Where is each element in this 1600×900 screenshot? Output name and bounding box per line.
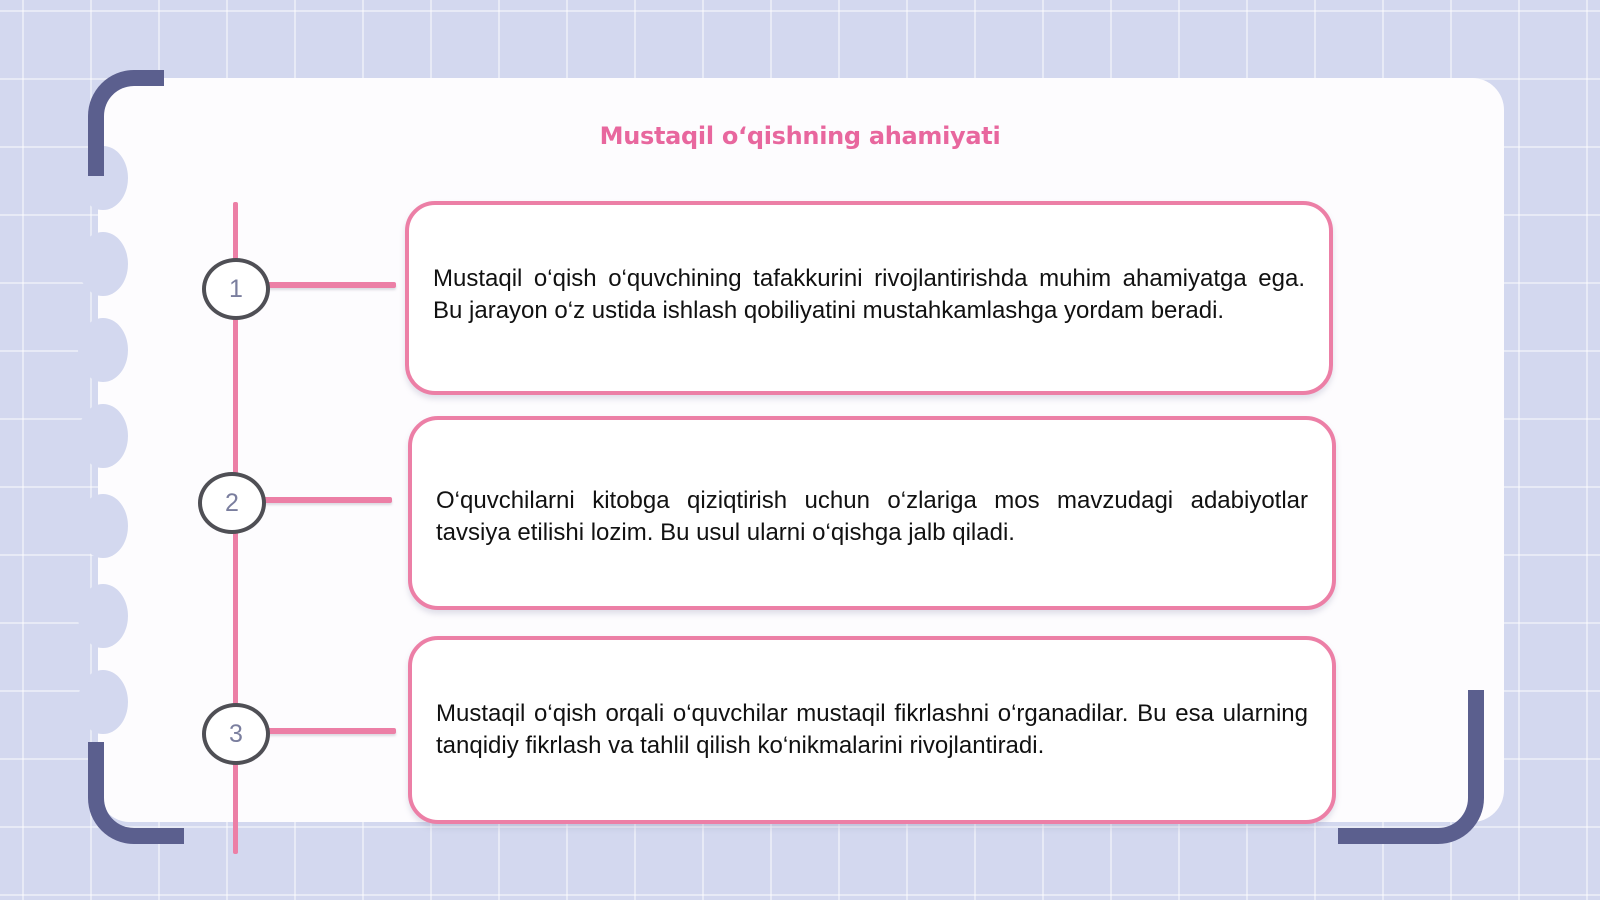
paper-notch: [78, 494, 128, 558]
step-number-badge: [198, 472, 266, 534]
paper-notch: [78, 232, 128, 296]
slide-title: Mustaqil o‘qishning ahamiyati: [599, 122, 1001, 150]
step-number-badge: [202, 703, 270, 765]
info-card-text: Mustaqil o‘qish o‘quvchining tafakkurini rivojlantirishda muhim ahamiyatga ega. Bu jarayon o‘z ustida ishlash qobiliyatini mustahkamlashga yordam beradi.: [433, 265, 1305, 324]
timeline-connector: [262, 497, 392, 503]
step-number: 3: [229, 719, 243, 748]
frame-corner-bottom-right: [1338, 690, 1484, 844]
info-card-text: Mustaqil o‘qish orqali o‘quvchilar mustaqil fikrlashni o‘rganadilar. Bu esa ularning tanqidiy fikrlash va tahlil qilish ko‘nikmalarini rivojlantiradi.: [436, 700, 1308, 759]
info-card-text: O‘quvchilarni kitobga qiziqtirish uchun o‘zlariga mos mavzudagi adabiyotlar tavsiya etilishi lozim. Bu usul ularni o‘qishga jalb qiladi.: [436, 487, 1308, 546]
paper-notch: [78, 404, 128, 468]
step-number: 1: [229, 274, 243, 303]
timeline-connector: [266, 728, 396, 734]
info-card: [405, 201, 1333, 395]
info-card: [408, 636, 1336, 824]
paper-notch: [78, 584, 128, 648]
frame-corner-top-left: [88, 70, 164, 176]
frame-corner-bottom-left: [88, 742, 184, 844]
step-number: 2: [225, 488, 239, 517]
timeline-connector: [266, 282, 396, 288]
paper-notch: [78, 318, 128, 382]
step-number-badge: [202, 258, 270, 320]
info-card: [408, 416, 1336, 610]
paper-notch: [78, 670, 128, 734]
